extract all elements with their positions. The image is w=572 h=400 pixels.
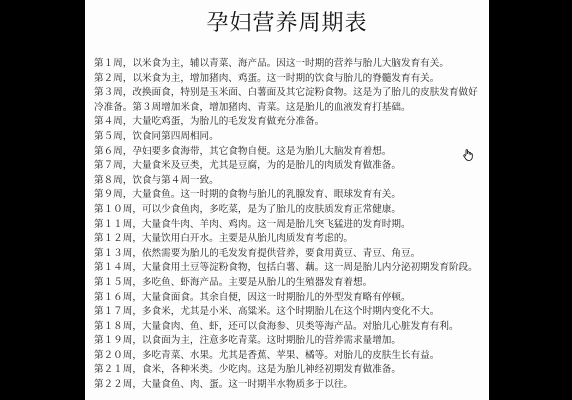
text-line: 第７周，大量食米及豆类，尤其是豆腐，为的是胎儿的肉质发育做准备。	[94, 160, 401, 172]
text-line: 冷准备。第３周增加米食，增加猪肉、青菜。这是胎儿的血液发育打基础。	[94, 101, 411, 113]
text-line: 第５周，饮食同第四周相同。	[94, 130, 219, 142]
document-body	[94, 57, 485, 393]
text-line: 第１３周，依然需要为胎儿的毛发发育提供营养，要食用黄豆、青豆、角豆。	[94, 247, 421, 259]
text-line: 第１５周，多吃鱼、虾海产品。主要是从胎儿的生殖器发育着想。	[94, 276, 373, 288]
text-line: 第９周，大量食鱼。这一时期的食物与胎儿的乳腺发育、眼球发育有关。	[94, 189, 401, 201]
text-line: 第２周，以米食为主，增加猪肉、鸡蛋。这一时期的饮食与胎儿的脊髓发育有关。	[94, 72, 440, 84]
text-line: 第１６周，大量食面食。其余自便，因这一时期胎儿的外型发育略有停顿。	[94, 291, 411, 303]
text-line: 第１２周，大量饮用白开水。主要是从胎儿肉质发育考虑的。	[94, 233, 354, 245]
text-line: 第１８周，大量食肉、鱼、虾，还可以食海参、贝类等海产品。对胎儿心脏发育有利。	[94, 320, 459, 332]
text-line: 第１７周，多食米，尤其是小米、高粱米。这个时期胎儿在这个时期内变化不大。	[94, 306, 440, 318]
document-page	[85, 0, 489, 400]
document-title: 孕妇营养周期表	[206, 11, 368, 36]
text-line: 第３周，改换面食，特别是玉米面、白薯面及其它淀粉食物。这是为了胎儿的皮肤发育做好	[94, 87, 478, 99]
text-line: 第１０周，可以少食鱼肉，多吃菜，是为了胎儿的皮肤质发育正常健康。	[94, 203, 401, 215]
text-line: 第１周，以米食为主，辅以青菜、海产品。因这一时期的营养与胎儿大脑发育有关。	[94, 58, 449, 69]
text-line: 第１１周，大量食牛肉、羊肉、鸡肉。这一周是胎儿突飞猛进的发育时期。	[94, 218, 411, 230]
text-line: 第８周，饮食与第４周一致。	[94, 174, 219, 186]
text-line: 第１４周，大量食用土豆等淀粉食物，包括白薯、藕。这一周是胎儿内分泌初期发育阶段。	[94, 262, 478, 274]
text-line: 第６周，孕妇要多食海带，其它食物自便。这是为胎儿大脑发育着想。	[94, 145, 392, 157]
text-line: 第２０周，多吃青菜、水果。尤其是香蕉、苹果、橘等。对胎儿的皮肤生长有益。	[94, 349, 440, 361]
hand-cursor-icon	[462, 149, 474, 161]
text-line: 第２２周，大量食鱼、肉、蛋。这一时期半水物质多于以往。	[94, 379, 354, 391]
text-line: 第１９周，以食面为主，注意多吃青菜。这时期胎儿的营养需求量增加。	[94, 335, 401, 347]
text-line: 第２１周，食米，各种米类。少吃肉。这是为胎儿神经初期发育做准备。	[94, 364, 401, 376]
text-line: 第４周，大量吃鸡蛋，为胎儿的毛发发育做充分准备。	[94, 116, 325, 128]
